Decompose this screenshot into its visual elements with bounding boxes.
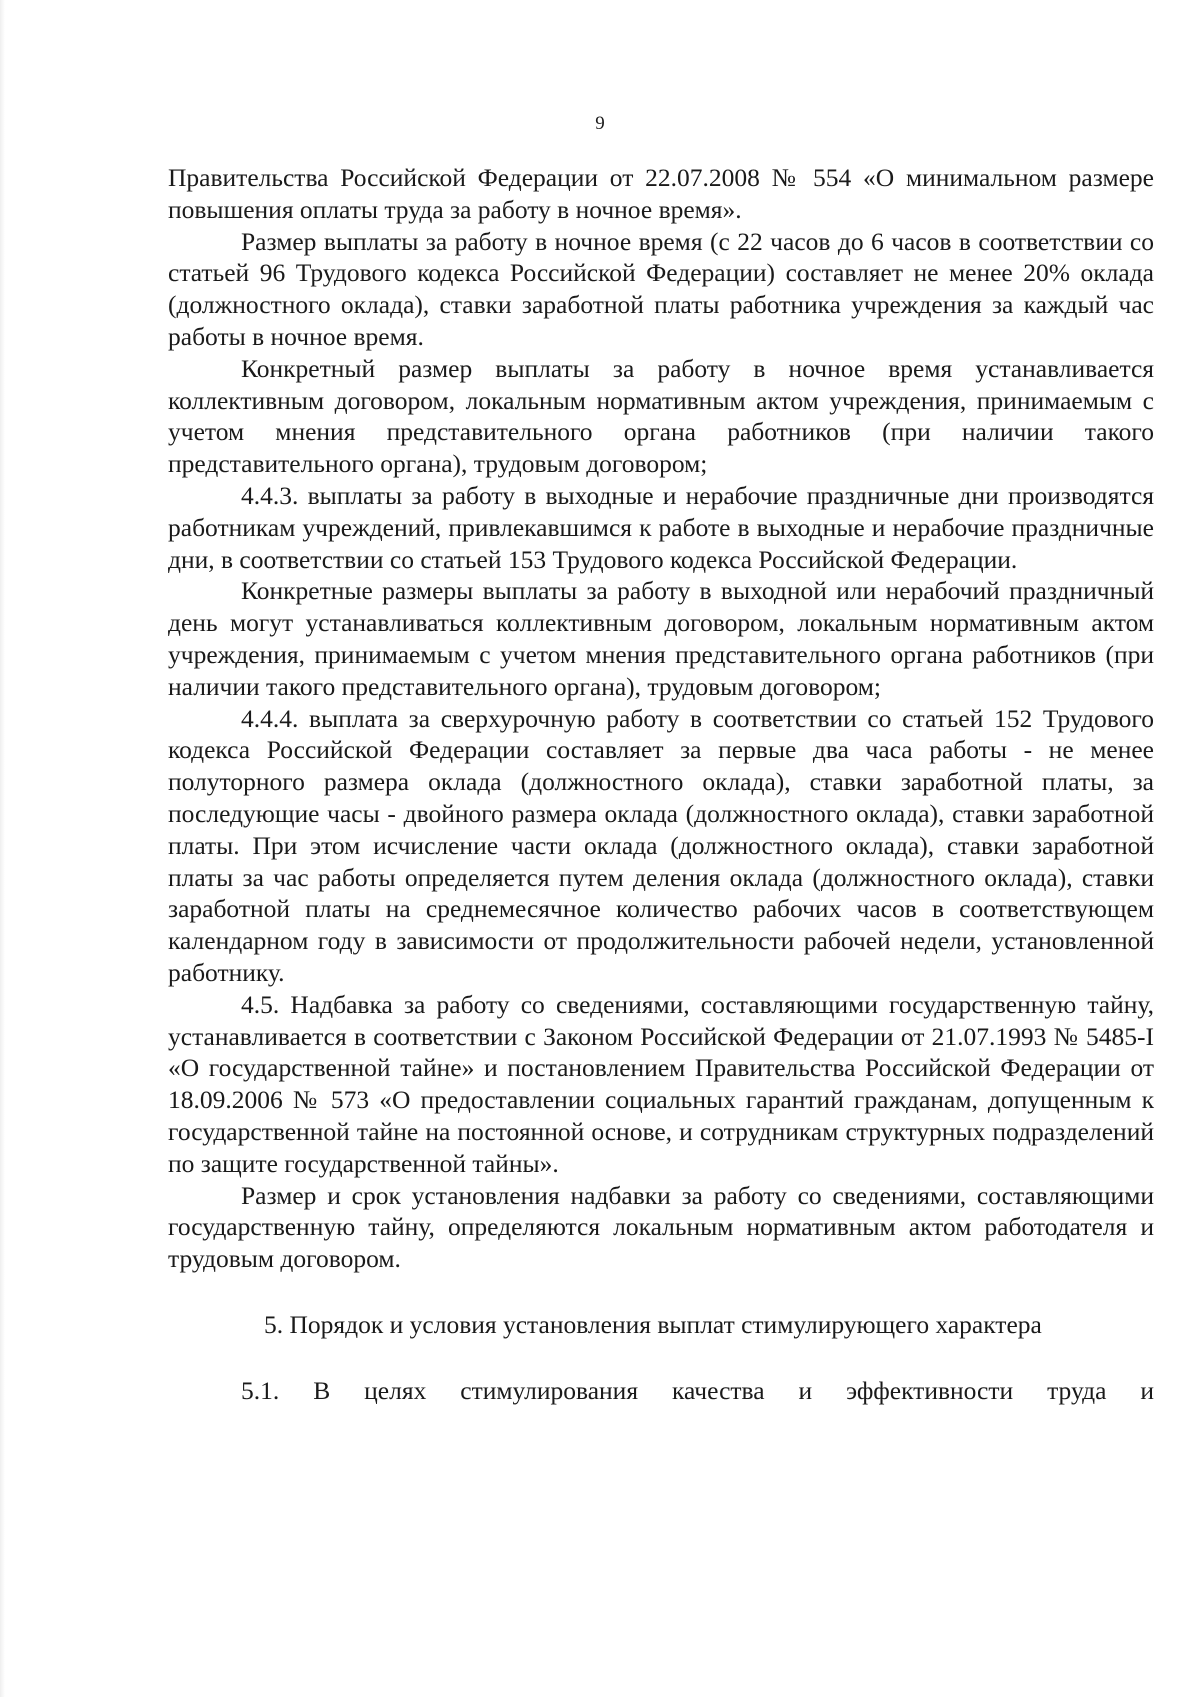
scan-edge-shadow — [0, 0, 5, 1697]
paragraph-5-1-start: 5.1. В целях стимулирования качества и эффективности труда и — [241, 1375, 1154, 1405]
document-body — [168, 162, 1154, 1406]
paragraph-4-4-4: 4.4.4. выплата за сверхурочную работу в соответствии со статьей 152 Трудового кодекса Российской Федерации составляет за первые два часа работы - не менее полуторного размера оклада (должностного оклада), ставки заработной платы, за последующие часы - двойного размера оклада (должностного оклада), ставки заработной платы. При этом исчисление части оклада (должностного оклада), ставки заработной платы за час работы определяется путем деления оклада (должностного оклада), ставки заработной платы на среднемесячное количество рабочих часов в соответствующем календарном году в зависимости от продолжительности рабочей недели, установленной работнику. — [168, 703, 1154, 987]
section-heading: 5. Порядок и условия установления выплат стимулирующего характера — [264, 1309, 1042, 1339]
paragraph-continuation: Правительства Российской Федерации от 22.07.2008 № 554 «О минимальном размере повышения оплаты труда за работу в ночное время». — [168, 163, 1154, 224]
paragraph-holiday-pay-concrete: Конкретные размеры выплаты за работу в выходной или нерабочий праздничный день могут устанавливаться коллективным договором, локальным нормативным актом учреждения, принимаемым с учетом мнения представительного органа работников (при наличии такого представительного органа), трудовым договором; — [168, 576, 1154, 701]
paragraph-secrecy-allowance: Размер и срок установления надбавки за работу со сведениями, составляющими государственную тайну, определяются локальным нормативным актом работодателя и трудовым договором. — [168, 1180, 1154, 1274]
paragraph-night-pay-concrete: Конкретный размер выплаты за работу в ночное время устанавливается коллективным договором, локальным нормативным актом учреждения, принимаемым с учетом мнения представительного органа работников (при наличии такого представительного органа), трудовым договором; — [168, 353, 1154, 479]
page-number: 9 — [595, 113, 605, 134]
paragraph-4-4-3: 4.4.3. выплаты за работу в выходные и нерабочие праздничные дни производятся работникам учреждений, привлекавшимся к работе в выходные и нерабочие праздничные дни, в соответствии со статьей 153 Трудового кодекса Российской Федерации. — [168, 480, 1154, 574]
paragraph-4-5: 4.5. Надбавка за работу со сведениями, составляющими государственную тайну, устанавливается в соответствии с Законом Российской Федерации от 21.07.1993 № 5485-I «О государственной тайне» и постановлением Правительства Российской Федерации от 18.09.2006 № 573 «О предоставлении социальных гарантий гражданам, допущенным к государственной тайне на постоянной основе, и сотрудникам структурных подразделений по защите государственной тайны». — [168, 989, 1154, 1178]
paragraph-night-pay-size: Размер выплаты за работу в ночное время (с 22 часов до 6 часов в соответствии со статьей 96 Трудового кодекса Российской Федерации) составляет не менее 20% оклада (должностного оклада), ставки заработной платы работника учреждения за каждый час работы в ночное время. — [168, 226, 1154, 351]
